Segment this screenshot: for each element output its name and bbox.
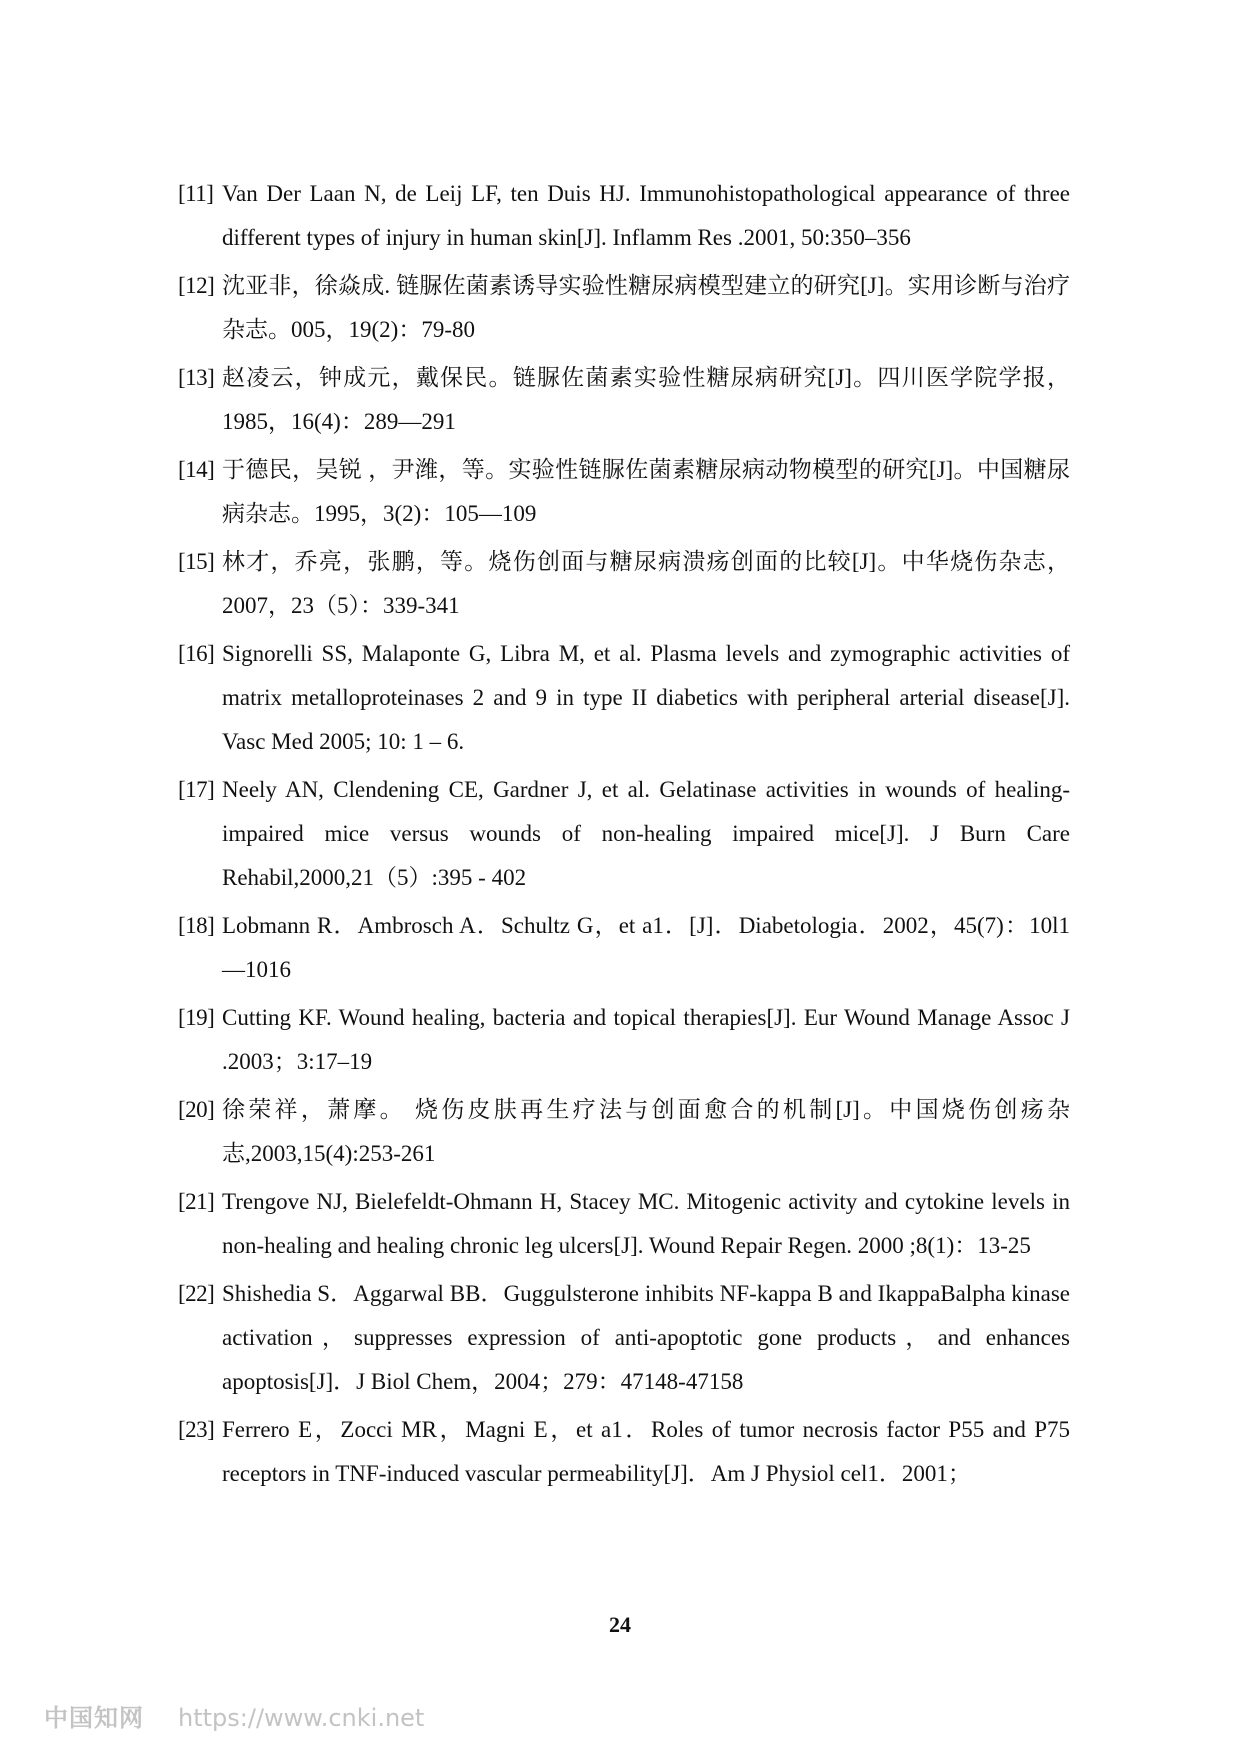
reference-number: [22] <box>178 1281 215 1306</box>
reference-item <box>178 264 1070 352</box>
reference-number: [18] <box>178 913 215 938</box>
reference-text: Van Der Laan N, de Leij LF, ten Duis HJ. Immunohistopathological appearance of three different types of injury in human skin[J]. Inflamm Res .2001, 50:350–356 <box>222 181 1070 250</box>
reference-number: [14] <box>178 457 215 482</box>
reference-item <box>178 1088 1070 1176</box>
reference-number: [20] <box>178 1097 215 1122</box>
reference-item <box>178 1180 1070 1268</box>
reference-number: [16] <box>178 641 215 666</box>
cnki-logo-text: 中国知网 <box>44 1704 144 1732</box>
reference-text: Lobmann R．Ambrosch A．Schultz G，et a1．[J]．Diabetologia．2002，45(7)：10l1—1016 <box>222 913 1070 982</box>
reference-text: 林才，乔亮，张鹏，等。烧伤创面与糖尿病溃疡创面的比较[J]。中华烧伤杂志，2007，23（5）：339-341 <box>222 549 1070 618</box>
reference-number: [21] <box>178 1189 215 1214</box>
reference-number: [23] <box>178 1417 215 1442</box>
reference-number: [15] <box>178 549 215 574</box>
reference-item <box>178 356 1070 444</box>
reference-item <box>178 996 1070 1084</box>
reference-item <box>178 1408 1070 1496</box>
reference-text: Shishedia S．Aggarwal BB．Guggulsterone inhibits NF-kappa B and IkappaBalpha kinase activation，suppresses expression of anti-apoptotic gone products，and enhances apoptosis[J]．J Biol Chem，2004；279：47148-47158 <box>222 1281 1070 1394</box>
reference-text: Trengove NJ, Bielefeldt-Ohmann H, Stacey MC. Mitogenic activity and cytokine levels in non-healing and healing chronic leg ulcers[J]. Wound Repair Regen. 2000 ;8(1)：13-25 <box>222 1189 1070 1258</box>
cnki-watermark <box>44 1700 424 1736</box>
reference-text: 于德民，吴锐 ，尹潍，等。实验性链脲佐菌素糖尿病动物模型的研究[J]。中国糖尿病杂志。1995，3(2)：105—109 <box>222 457 1070 526</box>
reference-item <box>178 632 1070 764</box>
cnki-url: https://www.cnki.net <box>178 1704 425 1732</box>
reference-number: [17] <box>178 777 215 802</box>
reference-number: [12] <box>178 273 215 298</box>
reference-list <box>178 172 1070 1500</box>
reference-item <box>178 904 1070 992</box>
page-number: 24 <box>609 1612 631 1637</box>
reference-text: 沈亚非，徐焱成. 链脲佐菌素诱导实验性糖尿病模型建立的研究[J]。实用诊断与治疗杂志。005，19(2)：79-80 <box>222 273 1070 342</box>
reference-text: Cutting KF. Wound healing, bacteria and topical therapies[J]. Eur Wound Manage Assoc J .2003；3:17–19 <box>222 1005 1070 1074</box>
reference-text: Signorelli SS, Malaponte G, Libra M, et al. Plasma levels and zymographic activities of matrix metalloproteinases 2 and 9 in type II diabetics with peripheral arterial disease[J]. Vasc Med 2005; 10: 1 – 6. <box>222 641 1070 754</box>
reference-text: 赵凌云，钟成元，戴保民。链脲佐菌素实验性糖尿病研究[J]。四川医学院学报，1985，16(4)：289—291 <box>222 365 1070 434</box>
reference-number: [11] <box>178 181 214 206</box>
reference-text: Neely AN, Clendening CE, Gardner J, et al. Gelatinase activities in wounds of healing-impaired mice versus wounds of non-healing impaired mice[J]. J Burn Care Rehabil,2000,21（5）:395 - 402 <box>222 777 1070 890</box>
reference-item <box>178 768 1070 900</box>
reference-text: 徐荣祥，萧摩。 烧伤皮肤再生疗法与创面愈合的机制[J]。中国烧伤创疡杂志,2003,15(4):253-261 <box>222 1097 1070 1166</box>
reference-number: [19] <box>178 1005 215 1030</box>
reference-number: [13] <box>178 365 215 390</box>
reference-item <box>178 540 1070 628</box>
reference-item <box>178 1272 1070 1404</box>
reference-item <box>178 448 1070 536</box>
reference-item <box>178 172 1070 260</box>
reference-text: Ferrero E，Zocci MR，Magni E，et a1．Roles of tumor necrosis factor P55 and P75 receptors in TNF-induced vascular permeability[J]．Am J Physiol cel1．2001； <box>222 1417 1070 1486</box>
